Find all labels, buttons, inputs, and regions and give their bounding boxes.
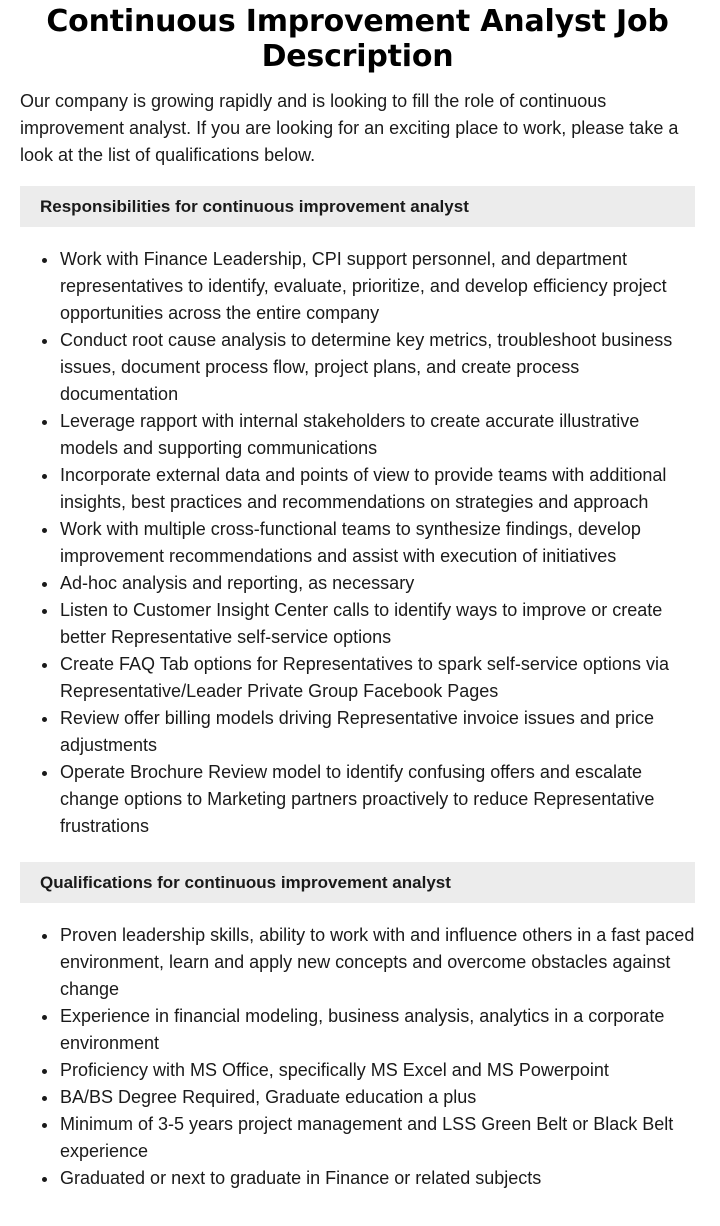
bullet-icon bbox=[42, 663, 47, 668]
bullet-icon bbox=[42, 1123, 47, 1128]
bullet-icon bbox=[42, 771, 47, 776]
page-title: Continuous Improvement Analyst Job Description bbox=[46, 4, 669, 74]
bullet-icon bbox=[42, 420, 47, 425]
list-item-text: Minimum of 3-5 years project management and LSS Green Belt or Black Belt experience bbox=[60, 1114, 674, 1161]
list-item-text: Operate Brochure Review model to identify confusing offers and escalate change options to Marketing partners proactively to reduce Representative frustrations bbox=[60, 762, 655, 836]
bullet-icon bbox=[42, 528, 47, 533]
bullet-icon bbox=[42, 609, 47, 614]
list-item bbox=[20, 1165, 695, 1192]
list-item-text: Experience in financial modeling, business analysis, analytics in a corporate environment bbox=[60, 1006, 665, 1053]
list-item-text: Proficiency with MS Office, specifically MS Excel and MS Powerpoint bbox=[60, 1060, 609, 1080]
list-item bbox=[20, 597, 695, 651]
bullet-icon bbox=[42, 258, 47, 263]
responsibilities-list bbox=[20, 246, 695, 840]
list-item bbox=[20, 516, 695, 570]
list-item-text: Work with Finance Leadership, CPI support personnel, and department representatives to identify, evaluate, prioritize, and develop efficiency project opportunities across the entire company bbox=[60, 249, 667, 323]
list-item bbox=[20, 327, 695, 408]
list-item-text: Create FAQ Tab options for Representatives to spark self-service options via Representative/Leader Private Group Facebook Pages bbox=[60, 654, 669, 701]
list-item-text: Work with multiple cross-functional teams to synthesize findings, develop improvement recommendations and assist with execution of initiatives bbox=[60, 519, 641, 566]
list-item bbox=[20, 246, 695, 327]
list-item-text: Incorporate external data and points of view to provide teams with additional insights, best practices and recommendations on strategies and approach bbox=[60, 465, 667, 512]
qualifications-list bbox=[20, 922, 695, 1192]
list-item-text: BA/BS Degree Required, Graduate education a plus bbox=[60, 1087, 477, 1107]
list-item-text: Proven leadership skills, ability to work with and influence others in a fast paced environment, learn and apply new concepts and overcome obstacles against change bbox=[60, 925, 695, 999]
list-item bbox=[20, 570, 695, 597]
list-item-text: Ad-hoc analysis and reporting, as necessary bbox=[60, 573, 415, 593]
bullet-icon bbox=[42, 717, 47, 722]
bullet-icon bbox=[42, 474, 47, 479]
bullet-icon bbox=[42, 1096, 47, 1101]
list-item bbox=[20, 408, 695, 462]
list-item-text: Review offer billing models driving Representative invoice issues and price adjustments bbox=[60, 708, 654, 755]
list-item-text: Conduct root cause analysis to determine key metrics, troubleshoot business issues, document process flow, project plans, and create process documentation bbox=[60, 330, 673, 404]
list-item bbox=[20, 922, 695, 1003]
bullet-icon bbox=[42, 1177, 47, 1182]
intro-paragraph: Our company is growing rapidly and is looking to fill the role of continuous improvement analyst. If you are looking for an exciting place to work, please take a look at the list of qualifications below. bbox=[20, 91, 679, 165]
list-item bbox=[20, 1003, 695, 1057]
list-item bbox=[20, 1084, 695, 1111]
list-item bbox=[20, 1111, 695, 1165]
bullet-icon bbox=[42, 339, 47, 344]
section-spacer bbox=[20, 840, 695, 845]
bullet-icon bbox=[42, 582, 47, 587]
bullet-icon bbox=[42, 934, 47, 939]
bullet-icon bbox=[42, 1015, 47, 1020]
responsibilities-heading: Responsibilities for continuous improvement analyst bbox=[20, 186, 695, 227]
list-item bbox=[20, 759, 695, 840]
list-item-text: Leverage rapport with internal stakeholders to create accurate illustrative models and supporting communications bbox=[60, 411, 640, 458]
list-item bbox=[20, 651, 695, 705]
list-item-text: Graduated or next to graduate in Finance or related subjects bbox=[60, 1168, 542, 1188]
bullet-icon bbox=[42, 1069, 47, 1074]
list-item bbox=[20, 462, 695, 516]
list-item-text: Listen to Customer Insight Center calls to identify ways to improve or create better Representative self-service options bbox=[60, 600, 663, 647]
list-item bbox=[20, 705, 695, 759]
list-item bbox=[20, 1057, 695, 1084]
qualifications-heading: Qualifications for continuous improvement analyst bbox=[20, 862, 695, 903]
